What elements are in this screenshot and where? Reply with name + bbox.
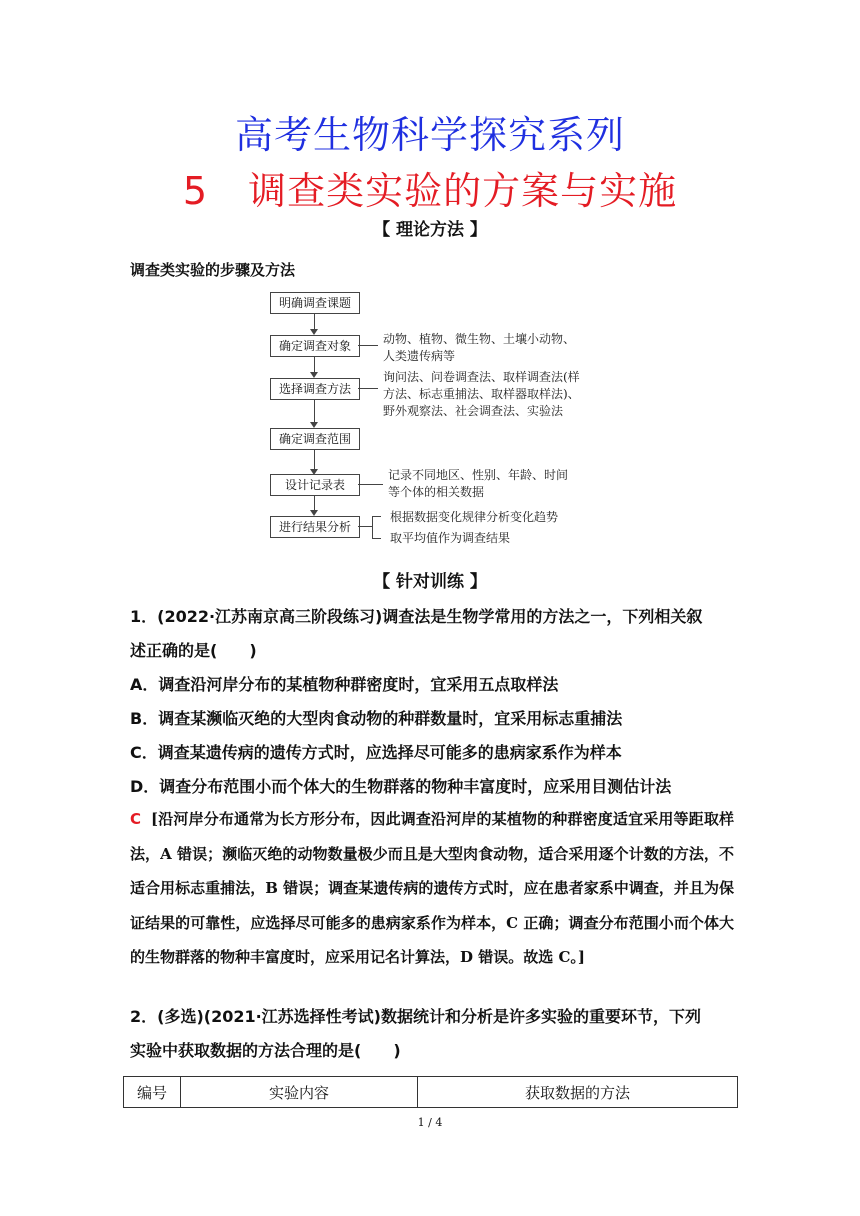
note-line: 根据数据变化规律分析变化趋势: [390, 510, 559, 524]
chapter-title-text: 调查类实验的方案与实施: [248, 169, 678, 213]
option-b: B．调查某濒临灭绝的大型肉食动物的种群数量时，宜采用标志重捕法: [130, 709, 623, 728]
answer-key: C: [130, 810, 142, 828]
note-line: 方法、标志重捕法、取样器取样法)、: [383, 387, 580, 401]
question-1-options: [130, 668, 742, 804]
stem-line: 实验中获取数据的方法合理的是( ): [130, 1041, 401, 1060]
answer-explanation: [沿河岸分布通常为长方形分布，因此调查沿河岸的某植物的种群密度适宜采用等距取样法，A 错误；濒临灭绝的动物数量极少而且是大型肉食动物，适合采用逐个计数的方法，不适合用标志重捕法，B 错误；调查某遗传病的遗传方式时，应在患者家系中调查，并且为保证结果的可靠性，应选择尽可能多的患病家系作为样本，C 正确；调查分布范围小而个体大的生物群落的物种丰富度时，应采用记名计算法，D 错误。故选 C。]: [130, 810, 734, 966]
option-a: A．调查沿河岸分布的某植物种群密度时，宜采用五点取样法: [130, 675, 559, 694]
theory-subheading: 调查类实验的步骤及方法: [130, 261, 296, 279]
flow-step: 确定调查范围: [270, 428, 360, 450]
table-header: 编号: [124, 1077, 181, 1108]
note-line: 人类遗传病等: [383, 349, 456, 363]
note-objects: [383, 331, 575, 365]
table-header: 实验内容: [181, 1077, 418, 1108]
question-2-stem: [130, 1000, 742, 1068]
table-header: 获取数据的方法: [418, 1077, 738, 1108]
series-title: 高考生物科学探究系列: [234, 113, 625, 157]
note-connector: [358, 526, 372, 527]
flow-step: 设计记录表: [270, 474, 360, 496]
note-line: 野外观察法、社会调查法、实验法: [383, 404, 564, 418]
note-record: [388, 467, 568, 501]
stem-line: 1．(2022·江苏南京高三阶段练习)调查法是生物学常用的方法之一，下列相关叙: [130, 607, 703, 626]
note-connector: [358, 345, 378, 346]
option-c: C．调查某遗传病的遗传方式时，应选择尽可能多的患病家系作为样本: [130, 743, 622, 762]
note-brace: [372, 516, 381, 539]
table-header-row: [124, 1077, 738, 1108]
note-connector: [358, 484, 383, 485]
note-line: 询问法、问卷调查法、取样调查法(样: [383, 370, 580, 384]
note-line: 取平均值作为调查结果: [390, 531, 511, 545]
practice-section-label: 【 针对训练 】: [373, 572, 487, 592]
chapter-number: 5: [182, 169, 209, 213]
note-methods: [383, 369, 580, 420]
option-d: D．调查分布范围小而个体大的生物群落的物种丰富度时，应采用目测估计法: [130, 777, 672, 796]
page-number: 1 / 4: [417, 1116, 443, 1129]
note-analysis: [390, 507, 558, 549]
flow-step: 进行结果分析: [270, 516, 360, 538]
flow-step: 确定调查对象: [270, 335, 360, 357]
note-line: 动物、植物、微生物、土壤小动物、: [383, 332, 576, 346]
stem-line: 2．(多选)(2021·江苏选择性考试)数据统计和分析是许多实验的重要环节，下列: [130, 1007, 701, 1026]
question-1-stem: [130, 600, 742, 668]
note-line: 等个体的相关数据: [388, 485, 485, 499]
theory-section-label: 【 理论方法 】: [373, 220, 487, 240]
question-1-answer: [130, 802, 734, 975]
note-connector: [358, 388, 378, 389]
flow-step: 选择调查方法: [270, 378, 360, 400]
chapter-title: [0, 160, 860, 215]
stem-line: 述正确的是( ): [130, 641, 257, 660]
data-table: [123, 1076, 738, 1108]
flow-step: 明确调查课题: [270, 292, 360, 314]
note-line: 记录不同地区、性别、年龄、时间: [388, 468, 569, 482]
